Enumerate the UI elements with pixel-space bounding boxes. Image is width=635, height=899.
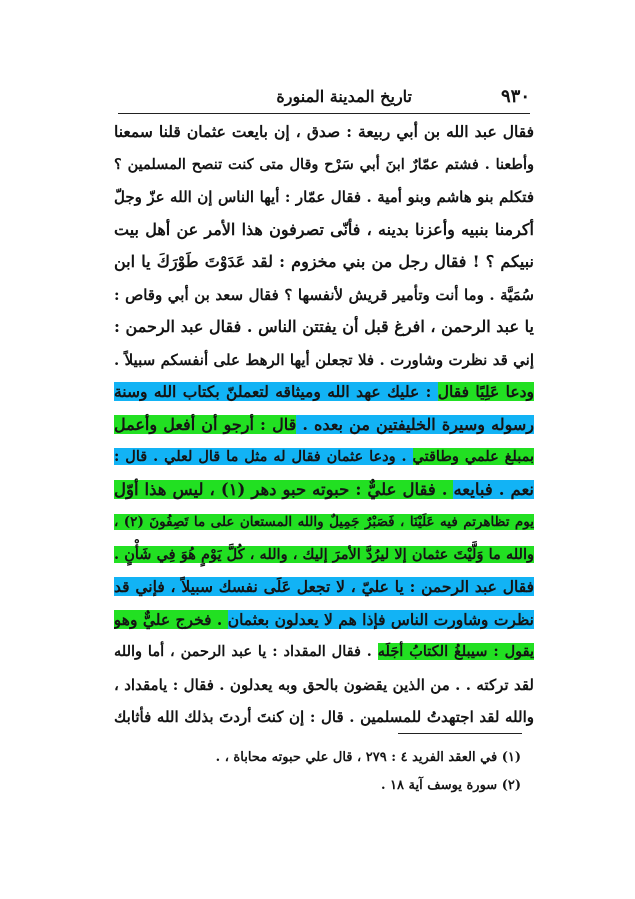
- footnote-rule: [398, 733, 522, 734]
- footnote-1: (١) في العقد الفريد ٤ : ٢٧٩ ، قال علي حبوته محاباة ، .: [215, 750, 521, 765]
- highlighted-segment-green: . فخرج عليٌّ وهو: [114, 609, 228, 629]
- text-segment: فقال عبد الله بن أبي ربيعة : صدق ، إن بايعت عثمان قلنا سمعنا: [114, 122, 534, 141]
- text-segment: وأطعنا . فشتم عمّارٌ ابنَ أبي سَرْح وقال متى كنت تنصح المسلمين ؟: [114, 155, 534, 173]
- text-segment: يا عبد الرحمن ، افرغ قبل أن يفتتن الناس . فقال عبد الرحمن :: [114, 317, 534, 336]
- text-line: [114, 214, 534, 247]
- highlighted-segment-blue: . ودعا عثمان فقال له مثل ما قال لعلي . قال :: [114, 448, 413, 465]
- text-line: [114, 441, 534, 474]
- text-segment: فتكلم بنو هاشم وبنو أمية . فقال عمّار : أيها الناس إن الله عزّ وجلّ: [114, 188, 534, 206]
- text-line: [114, 181, 534, 214]
- text-segment: أكرمنا بنبيه وأعزنا بدينه ، فأنّى تصرفون هذا الأمر عن أهل بيت: [114, 219, 534, 239]
- text-segment: لقد تركته . . من الذين يقضون بالحق وبه يعدلون . فقال : يامقداد ،: [114, 675, 534, 694]
- text-line: [114, 669, 534, 702]
- text-segment: . فقال المقداد : يا عبد الرحمن ، أما والله: [114, 643, 378, 660]
- text-line: [114, 604, 534, 637]
- running-title: تاريخ المدينة المنورة: [276, 87, 412, 106]
- page-header: [118, 84, 530, 114]
- footnote-2: (٢) سورة يوسف آية ١٨ .: [380, 778, 521, 793]
- highlighted-segment-green: يقول : سيبلغُ الكتابُ أجَلَه: [377, 643, 534, 660]
- highlighted-segment-green: ودعا عَلِيًا فقال: [437, 382, 534, 401]
- highlighted-segment-blue: : عليك عهد الله وميثاقه لتعملنّ بكتاب الله وسنة: [114, 382, 438, 401]
- text-line: [114, 506, 534, 539]
- highlighted-segment-blue: رسوله وسيرة الخليفتين من بعده .: [296, 414, 534, 434]
- text-line: [114, 701, 534, 734]
- text-line: [114, 279, 534, 312]
- highlighted-segment-green: يوم تظاهرتم فيه عَلَيْنَا ، فَصَبْرٌ جَمِيلٌ والله المستعان على ما تَصِفُونَ (٢) ،: [114, 514, 534, 530]
- highlighted-segment-green: والله ما وَلَّيْتَ عثمان إلا ليرُدَّ الأمرَ إليك ، والله ، كُلَّ يَوْمٍ هُوَ فِي شَأْنٍ .: [114, 545, 534, 563]
- text-segment: سُمَيَّة . وما أنت وتأمير قريش لأنفسها ؟ فقال سعد بن أبي وقاص :: [114, 285, 534, 304]
- highlighted-segment-green: . فقال عليٌّ : حبوته حبو دهر (١) ، ليس هذا أوّل: [114, 479, 454, 499]
- body-text: [114, 116, 534, 734]
- highlighted-segment-green: بمبلغ علمي وطاقتي: [412, 448, 534, 465]
- text-segment: والله لقد اجتهدتُ للمسلمين . قال : إن كنتَ أردتَ بذلك الله فأثابك: [114, 708, 534, 726]
- text-segment: إني قد نظرت وشاورت . فلا تجعلن أيها الرهط على أنفسكم سبيلاً .: [114, 350, 534, 369]
- text-line: [114, 311, 534, 344]
- header-rule: [118, 113, 530, 114]
- highlighted-segment-blue: نظرت وشاورت الناس فإذا هم لا يعدلون بعثمان: [227, 609, 534, 629]
- text-segment: نبيكم ؟ ! فقال رجل من بني مخزوم : لقد عَدَوْتَ طَوْرَكَ يا ابن: [114, 252, 534, 271]
- text-line: [114, 571, 534, 604]
- text-line: [114, 474, 534, 507]
- highlighted-segment-blue: نعم . فبايعه: [453, 479, 534, 499]
- footnotes: [118, 744, 521, 800]
- text-line: [114, 539, 534, 572]
- text-line: [114, 149, 534, 182]
- text-line: [114, 246, 534, 279]
- highlighted-segment-blue: فقال عبد الرحمن : يا عليّ ، لا تجعل عَلَى نفسك سبيلاً ، فإني قد: [114, 577, 534, 596]
- text-line: [114, 376, 534, 409]
- page-number: ٩٣٠: [500, 86, 530, 107]
- text-line: [114, 344, 534, 377]
- text-line: [114, 409, 534, 442]
- text-line: [114, 116, 534, 149]
- text-line: [114, 636, 534, 669]
- highlighted-segment-green: قال : أرجو أن أفعل وأعمل: [114, 414, 297, 434]
